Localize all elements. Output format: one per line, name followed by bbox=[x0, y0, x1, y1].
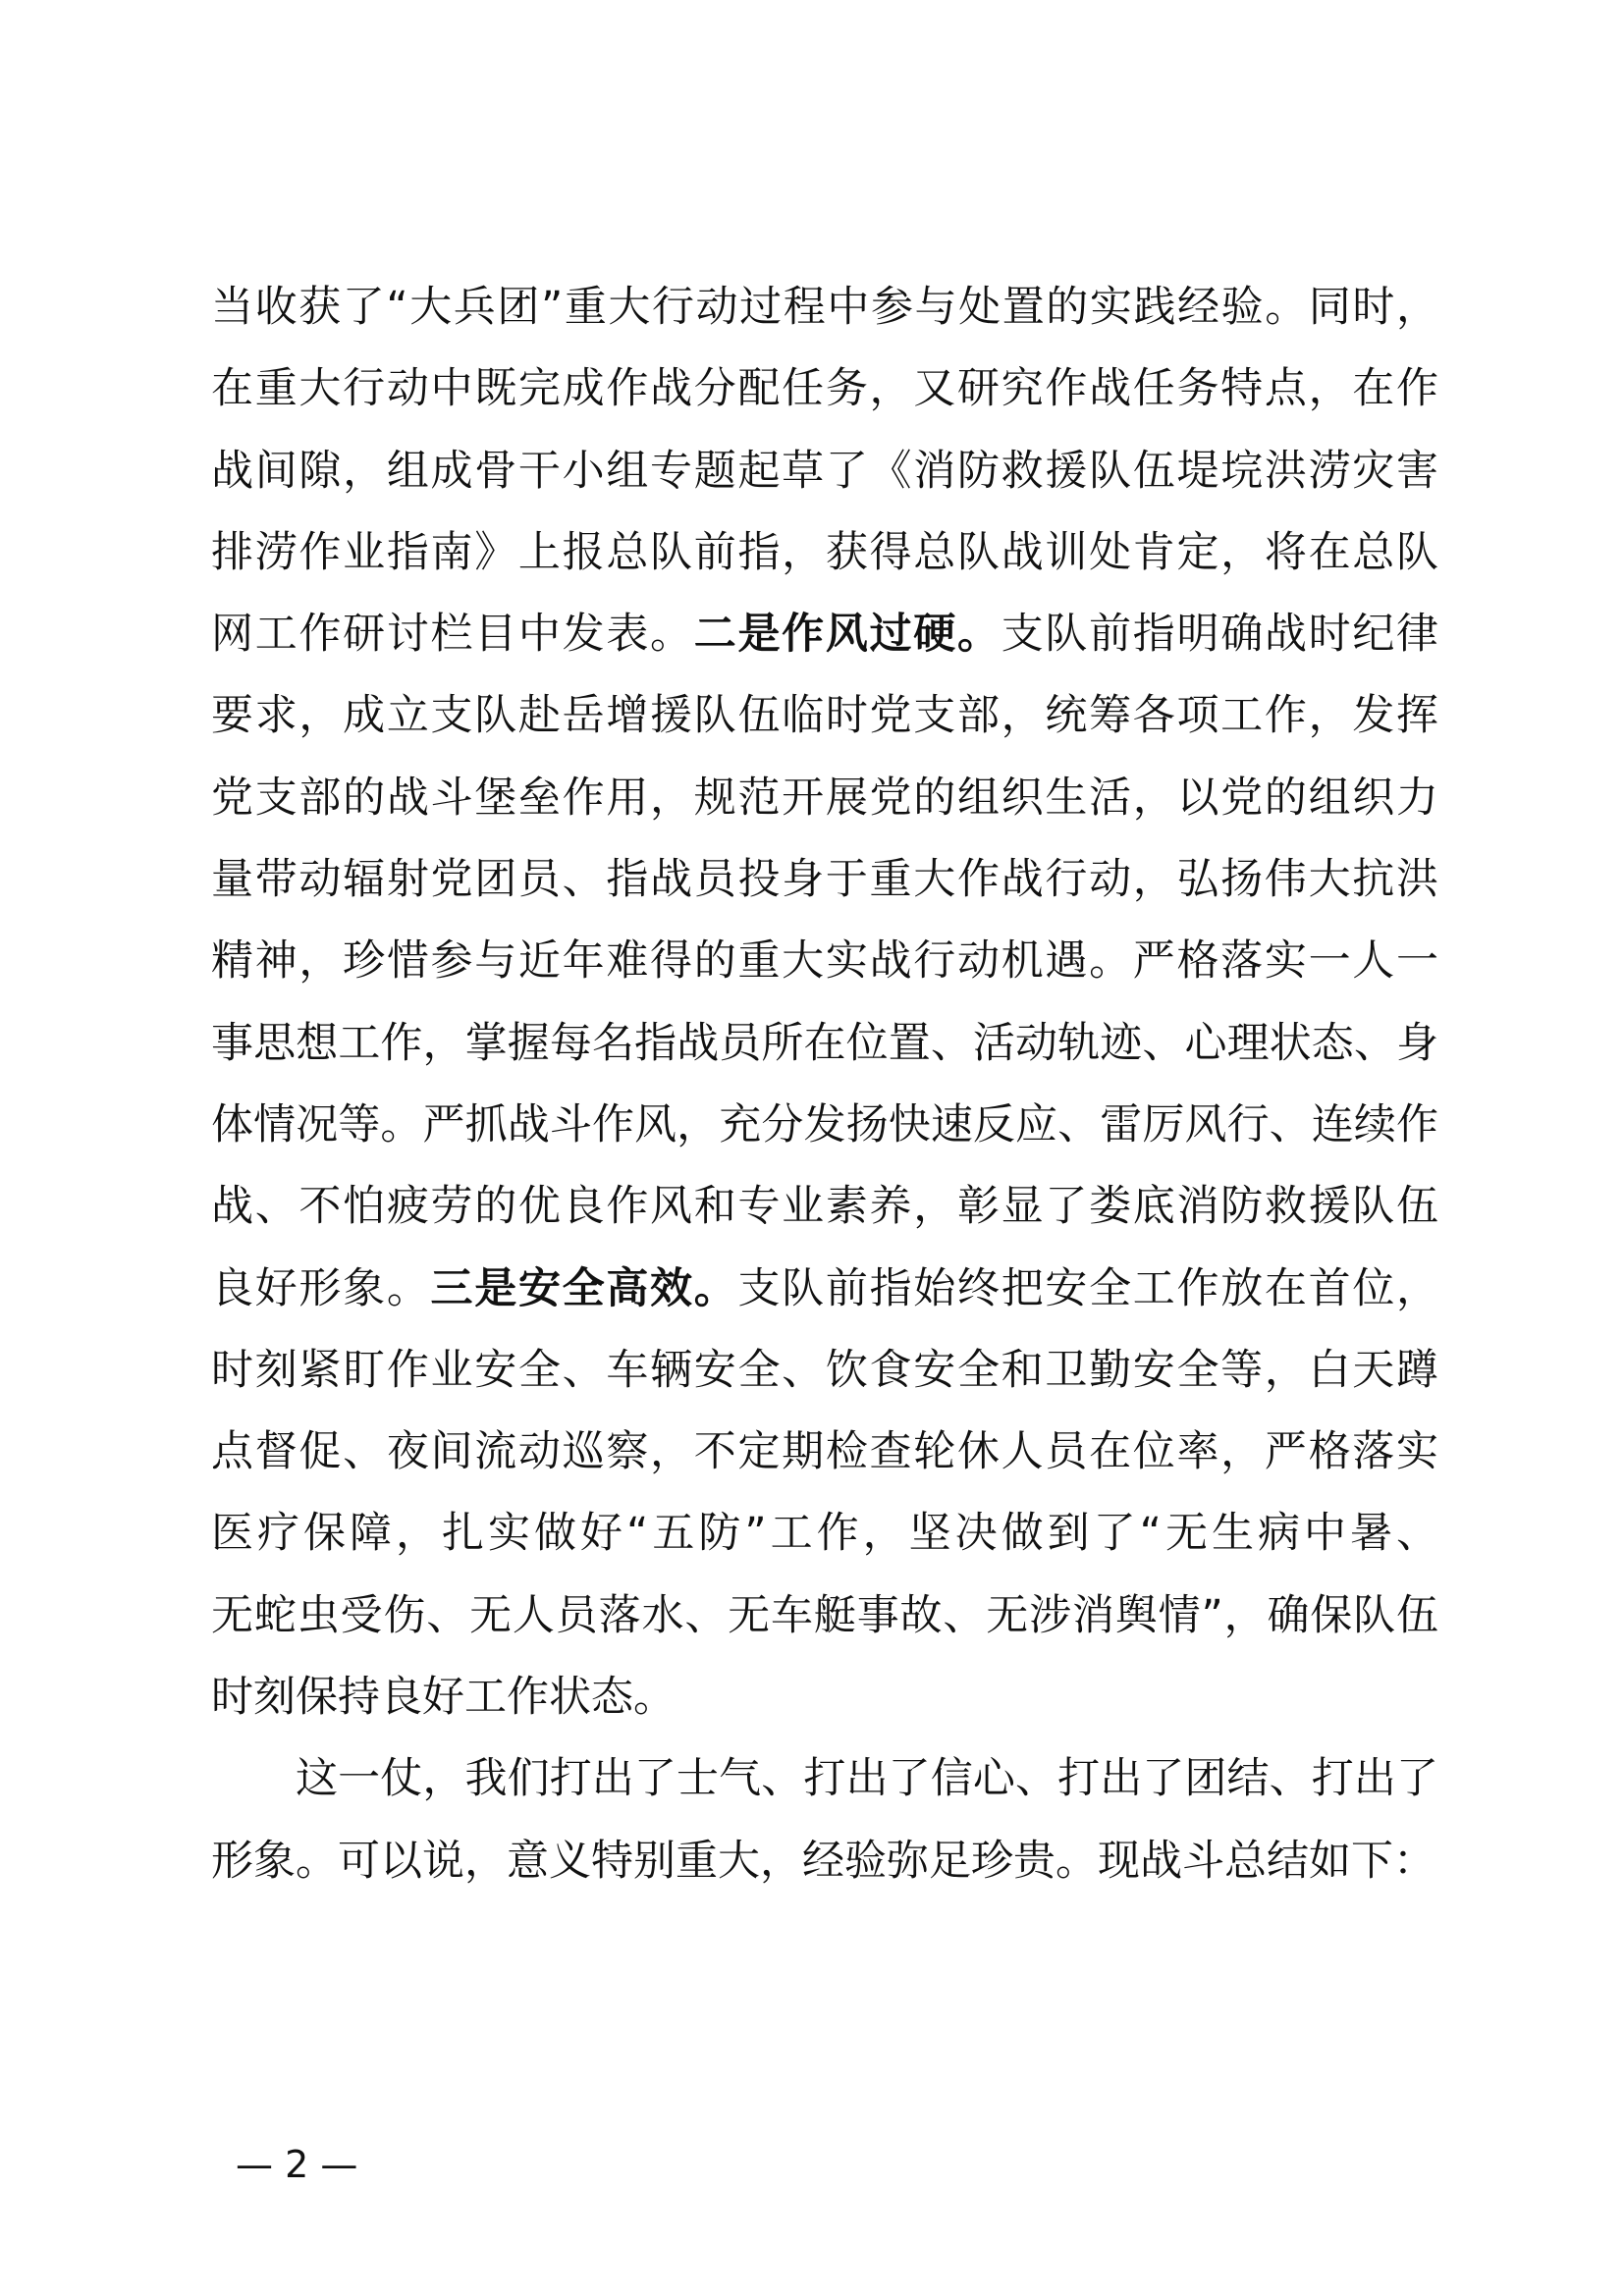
text-line: 在重大行动中既完成作战分配任务，又研究作战任务特点，在作 bbox=[211, 364, 1438, 414]
text-line: 形象。可以说，意义特别重大，经验弥足珍贵。现战斗总结如下： bbox=[211, 1836, 1435, 1886]
text-run: 支队前指明确战时纪律 bbox=[1001, 610, 1439, 660]
text-line: 排涝作业指南》上报总队前指，获得总队战训处肯定，将在总队 bbox=[211, 527, 1438, 577]
text-line: 战、不怕疲劳的优良作风和专业素养，彰显了娄底消防救援队伍 bbox=[211, 1182, 1438, 1232]
text-line: 时刻紧盯作业安全、车辆安全、饮食安全和卫勤安全等，白天蹲 bbox=[211, 1345, 1438, 1395]
text-line bbox=[211, 594, 1438, 675]
text-line: 点督促、夜间流动巡察，不定期检查轮休人员在位率，严格落实 bbox=[211, 1427, 1438, 1477]
text-line: 党支部的战斗堡垒作用，规范开展党的组织生活，以党的组织力 bbox=[211, 773, 1438, 823]
text-run: 良好形象。 bbox=[211, 1263, 431, 1313]
text-line: 当收获了“大兵团”重大行动过程中参与处置的实践经验。同时， bbox=[211, 283, 1438, 332]
bold-heading-3: 三是安全高效。 bbox=[430, 1263, 738, 1313]
text-line: 量带动辐射党团员、指战员投身于重大作战行动，弘扬伟大抗洪 bbox=[211, 855, 1438, 905]
page-number: — 2 — bbox=[236, 2143, 358, 2186]
body-text bbox=[211, 267, 1438, 1902]
text-line: 体情况等。严抓战斗作风，充分发扬快速反应、雷厉风行、连续作 bbox=[211, 1099, 1438, 1149]
text-run: 支队前指始终把安全工作放在首位， bbox=[737, 1263, 1439, 1313]
text-run: 网工作研讨栏目中发表。 bbox=[211, 610, 694, 660]
bold-heading-2: 二是作风过硬。 bbox=[693, 610, 1001, 660]
text-line: 这一仗，我们打出了士气、打出了信心、打出了团结、打出了 bbox=[296, 1754, 1438, 1804]
text-line: 医疗保障，扎实做好“五防”工作，坚决做到了“无生病中暑、 bbox=[211, 1509, 1438, 1559]
text-line: 无蛇虫受伤、无人员落水、无车艇事故、无涉消舆情”，确保队伍 bbox=[211, 1590, 1438, 1640]
text-line: 精神，珍惜参与近年难得的重大实战行动机遇。严格落实一人一 bbox=[211, 936, 1438, 987]
text-line: 时刻保持良好工作状态。 bbox=[211, 1673, 676, 1723]
text-line bbox=[211, 1249, 1438, 1330]
text-line: 事思想工作，掌握每名指战员所在位置、活动轨迹、心理状态、身 bbox=[211, 1018, 1438, 1068]
text-line: 战间隙，组成骨干小组专题起草了《消防救援队伍堤垸洪涝灾害 bbox=[211, 446, 1438, 496]
text-line: 要求，成立支队赴岳增援队伍临时党支部，统筹各项工作，发挥 bbox=[211, 691, 1438, 741]
